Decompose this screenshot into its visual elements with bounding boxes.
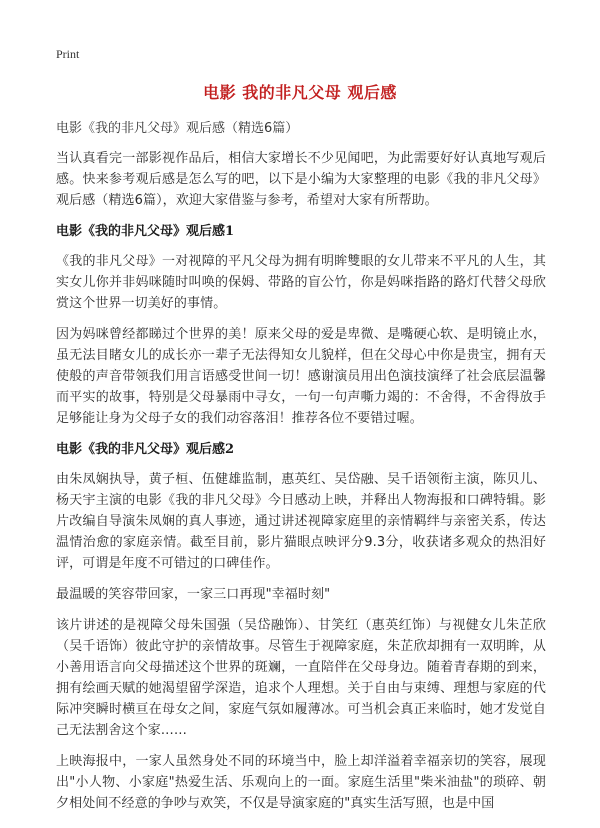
intro-paragraph: 当认真看完一部影视作品后，相信大家增长不少见闻吧，为此需要好好认真地写观后感。快来参考观后感是怎么写的吧，以下是小编为大家整理的电影《我的非凡父母》观后感（精选6篇），欢迎大家借鉴与参考，希望对大家有所帮助。 [56, 151, 546, 208]
section-1-paragraph-1: 《我的非凡父母》一对视障的平凡父母为拥有明眸雙眼的女儿带来不平凡的人生，其实女儿你并非妈咪随时叫唤的保姆、带路的盲公竹，你是妈咪指路的路灯代替父母欣赏这个世界一切美好的事情。 [56, 254, 546, 311]
section-2-paragraph-1: 由朱凤娴执导，黄子桓、伍健雄监制，惠英红、吴岱融、吴千语领衔主演，陈贝儿、杨天宇主演的电影《我的非凡父母》今日感动上映，并释出人物海报和口碑特辑。影片改编自导演朱凤娴的真人事迹，通过讲述视障家庭里的亲情羁绊与亲密关系，传达温情治愈的家庭亲情。截至目前，影片猫眼点映评分9.3分，收获诸多观众的热泪好评，可谓是年度不可错过的口碑佳作。 [56, 472, 546, 571]
page-title: 电影 我的非凡父母 观后感 [203, 83, 397, 102]
section-2-paragraph-4: 上映海报中，一家人虽然身处不同的环境当中，脸上却洋溢着幸福亲切的笑容，展现出"小人物、小家庭"热爱生活、乐观向上的一面。家庭生活里"柴米油盐"的琐碎、朝夕相处间不经意的争吵与欢笑，不仅是导演家庭的"真实生活写照，也是中国 [56, 754, 546, 811]
print-link[interactable]: Print [56, 47, 80, 61]
article-subtitle: 电影《我的非凡父母》观后感（精选6篇） [56, 121, 299, 136]
section-1-paragraph-2: 因为妈咪曾经都睇过个世界的美！原来父母的爱是卑微、是嘴硬心软、是明镜止水，虽无法目睹女儿的成长亦一辈子无法得知女儿貌样，但在父母心中你是贵宝，拥有天使般的声音带领我们用言语感受世间一切！感谢演员用出色演技演绎了社会底层温馨而平实的故事，特别是父母暴雨中寻女，一句一句声嘶力竭的：不舍得，不舍得放手足够能让身为父母子女的我们动容落泪！推荐各位不要错过喔。 [56, 327, 546, 426]
section-2-paragraph-2: 最温暖的笑容带回家，一家三口再现"幸福时刻" [56, 587, 331, 602]
section-heading-1: 电影《我的非凡父母》观后感1 [56, 224, 235, 239]
section-2-paragraph-3: 该片讲述的是视障父母朱国强（吴岱融饰）、甘笑红（惠英红饰）与视健女儿朱芷欣（吴千语饰）彼此守护的亲情故事。尽管生于视障家庭，朱芷欣却拥有一双明眸，从小善用语言向父母描述这个世界的斑斓，一直陪伴在父母身边。随着青春期的到来，拥有绘画天赋的她渴望留学深造，追求个人理想。关于自由与束缚、理想与家庭的代际冲突瞬时横亘在母女之间，家庭气氛如履薄冰。可当机会真正来临时，她才发觉自己无法割舍这个家…… [56, 618, 546, 738]
section-heading-2: 电影《我的非凡父母》观后感2 [56, 442, 235, 457]
article-body [56, 118, 546, 824]
